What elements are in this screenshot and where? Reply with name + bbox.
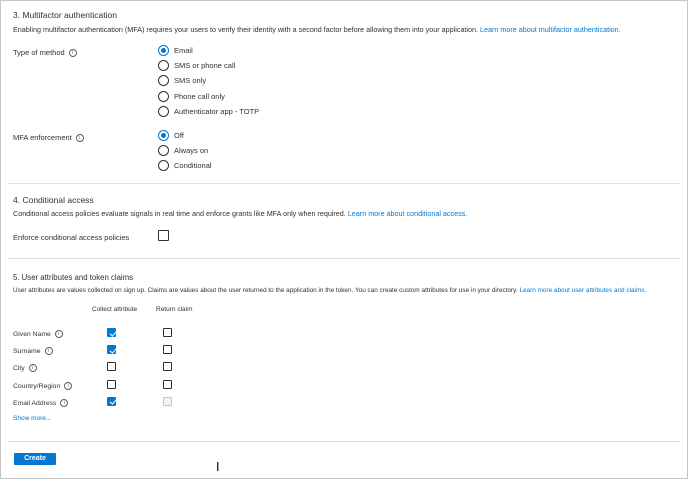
radio-enforcement-3[interactable] [158, 160, 169, 171]
return-claim-header: Return claim [156, 306, 193, 313]
attribute-row-label [13, 399, 68, 407]
radio-type-label: SMS only [174, 76, 207, 86]
attributes-learn-more-link[interactable]: Learn more about user attributes and claims. [519, 287, 647, 294]
return-claim-checkbox[interactable] [163, 362, 172, 371]
attribute-name: City [13, 365, 25, 373]
attribute-row-label [13, 347, 53, 355]
mfa-heading: 3. Multifactor authentication [13, 10, 117, 20]
type-of-method-label [13, 48, 77, 57]
attribute-row-label [13, 382, 72, 390]
radio-type-5[interactable] [158, 106, 169, 117]
show-more-link[interactable]: Show more... [13, 415, 52, 422]
attribute-name: Surname [13, 347, 41, 355]
enforce-conditional-checkbox[interactable] [158, 230, 169, 241]
section-divider [8, 258, 680, 259]
info-icon[interactable]: i [76, 134, 84, 142]
info-icon[interactable]: i [29, 364, 37, 372]
radio-type-label: SMS or phone call [174, 61, 236, 71]
info-icon[interactable]: i [55, 330, 63, 338]
text-cursor-icon: I [216, 460, 220, 474]
collect-attribute-checkbox[interactable] [107, 345, 116, 354]
mfa-description-text: Enabling multifactor authentication (MFA) requires your users to verify their identity with a second factor before allowing them into your application. [13, 25, 479, 34]
info-icon[interactable]: i [69, 49, 77, 57]
attributes-heading: 5. User attributes and token claims [13, 273, 134, 282]
collect-attribute-checkbox[interactable] [107, 362, 116, 371]
return-claim-checkbox[interactable] [163, 328, 172, 337]
collect-attribute-checkbox[interactable] [107, 397, 116, 406]
return-claim-checkbox[interactable] [163, 345, 172, 354]
attribute-name: Country/Region [13, 382, 61, 390]
conditional-description-text: Conditional access policies evaluate signals in real time and enforce grants like MFA only when required. [13, 209, 346, 218]
radio-enforcement-1[interactable] [158, 130, 169, 141]
return-claim-checkbox [163, 397, 172, 406]
mfa-enforcement-label [13, 133, 84, 142]
create-button[interactable]: Create [14, 453, 56, 465]
collect-attribute-header: Collect attribute [92, 306, 138, 313]
mfa-enforcement-text: MFA enforcement [13, 133, 72, 142]
attribute-name: Given Name [13, 330, 51, 338]
info-icon[interactable]: i [64, 382, 72, 390]
radio-type-4[interactable] [158, 91, 169, 102]
collect-attribute-checkbox[interactable] [107, 380, 116, 389]
conditional-learn-more-link[interactable]: Learn more about conditional access. [347, 209, 468, 218]
type-of-method-text: Type of method [13, 48, 65, 57]
attributes-description [13, 287, 646, 294]
mfa-learn-more-link[interactable]: Learn more about multifactor authentication. [480, 25, 621, 34]
radio-type-label: Authenticator app - TOTP [174, 106, 260, 116]
radio-enforcement-label: Conditional [174, 161, 212, 170]
attributes-description-text: User attributes are values collected on sign up. Claims are values about the user returned to the application in the token. You can create custom attributes for use in your directory. [13, 287, 518, 294]
footer-divider [8, 441, 680, 442]
return-claim-checkbox[interactable] [163, 380, 172, 389]
radio-enforcement-label: Always on [174, 146, 209, 155]
radio-enforcement-label: Off [174, 131, 184, 140]
conditional-access-heading: 4. Conditional access [13, 195, 94, 205]
section-divider [8, 183, 680, 184]
radio-type-1[interactable] [158, 45, 169, 56]
mfa-description [13, 25, 621, 34]
radio-type-label: Phone call only [174, 91, 225, 101]
attribute-name: Email Address [13, 399, 57, 407]
attribute-row-label [13, 330, 63, 338]
collect-attribute-checkbox[interactable] [107, 328, 116, 337]
radio-enforcement-2[interactable] [158, 145, 169, 156]
info-icon[interactable]: i [60, 399, 68, 407]
info-icon[interactable]: i [45, 347, 53, 355]
radio-type-label: Email [174, 46, 193, 55]
conditional-access-description [13, 209, 467, 218]
enforce-conditional-label: Enforce conditional access policies [13, 233, 130, 242]
attribute-row-label [13, 364, 37, 372]
